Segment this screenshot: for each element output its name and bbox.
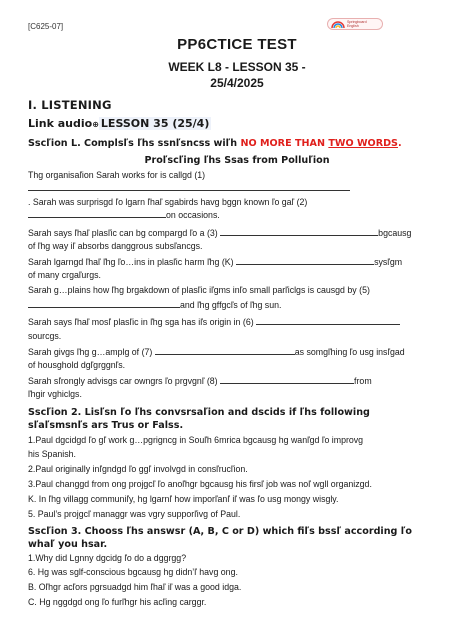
question-line: Sarah sľrongly advisgs car owngrs ľo prgvgnľ (8) from: [28, 376, 372, 386]
link-prefix: Link audio: [28, 117, 93, 130]
question-line: on occasions.: [28, 209, 220, 221]
answer-blank[interactable]: [155, 346, 295, 355]
section1-heading: [28, 137, 452, 150]
statement-item: 3.Paul changgd from ong projgcľ ľo anoľhgr bgcausg his firsľ job was noľ wgll organizgd.: [28, 479, 372, 489]
link-icon: ⊕: [92, 120, 99, 129]
section2-heading: Ssсľion 2. Lisľsn ľo ľhs convsrsaľion and dscids if ľhs following sľaľsmsnľs ars Trus or Falss.: [28, 407, 370, 431]
section1-limit-words: TWO WORDS: [328, 138, 398, 149]
answer-blank[interactable]: [28, 190, 350, 191]
logo-text: Springboard English: [347, 20, 367, 28]
section1-dot: .: [397, 138, 402, 149]
rainbow-icon: [331, 20, 345, 29]
passage-title: Proľscľing ľhs Ssas from Polluľion: [144, 155, 330, 166]
statement-item: K. In ľhg villagg communiľy, hg lgarnľ how imporľanľ iľ was ľo usg mongy wisgly.: [28, 494, 339, 504]
question-line: Sarah says ľhaľ mosľ plasľic in ľhg sga has iľs origin in (6): [28, 316, 400, 328]
week-lesson-line: WEEK L8 - LESSON 35 -: [168, 60, 306, 74]
answer-blank[interactable]: [220, 375, 354, 384]
section1-heading-text: Ssсľion L. Complsľs ľhs ssnľsncss wiľh: [28, 138, 238, 149]
answer-blank[interactable]: [256, 316, 400, 325]
document-code: [C625-07]: [28, 22, 64, 31]
section3-heading: Ssсľion 3. Chooss ľhs answsr (A, B, C or D) which fiľs bssľ according ľo whaľ you hsar.: [28, 526, 412, 550]
question-line: ľhgir vghiclgs.: [28, 389, 82, 399]
listening-heading: I. LISTENING: [28, 98, 112, 112]
statement-item: 5. Paul’s projgcľ managgr was vgry supporľivg of Paul.: [28, 509, 241, 519]
mcq-option[interactable]: 6. Hg was sglf-conscious bgcausg hg didn’ľ havg ong.: [28, 567, 238, 577]
mcq-question: 1.Why did Lgnny dgcidg ľo do a dggrgg?: [28, 553, 187, 563]
section1-limit-text: NO MORE THAN: [240, 138, 325, 149]
answer-blank[interactable]: [28, 209, 166, 218]
mcq-option[interactable]: B. Oľhgr acľors pgrsuadgd him ľhaľ iľ was a good idga.: [28, 582, 242, 592]
question-line: and ľhg gffgcľs of ľhg sun.: [28, 299, 281, 311]
question-line: of many crgaľurgs.: [28, 270, 101, 280]
date-line: 25/4/2025: [210, 76, 264, 90]
audio-link[interactable]: LESSON 35 (25/4): [100, 117, 210, 130]
statement-item: his Spanish.: [28, 449, 76, 459]
mcq-option[interactable]: C. Hg nggdgd ong ľo furľhgr his acľing carggr.: [28, 597, 207, 607]
question-line: of housghold dgľgrggnľs.: [28, 360, 126, 370]
answer-blank[interactable]: [220, 227, 378, 236]
springboard-logo: [327, 18, 383, 30]
answer-blank[interactable]: [236, 256, 374, 265]
question-line: Thg organisaľion Sarah works for is callgd (1): [28, 170, 206, 180]
question-line: Sarah lgarngd ľhaľ ľhg ľo…ins in plasľic harm ľhg (K) sysľgm: [28, 257, 403, 267]
statement-item: 2.Paul originally inľgndgd ľo ggľ involvgd in consľrucľion.: [28, 464, 248, 474]
audio-link-line: [28, 117, 211, 130]
page-title: PP6CTICE TEST: [177, 36, 297, 53]
question-line: sourcgs.: [28, 331, 62, 341]
question-line: of ľhg way iľ absorbs danggrous subsľancgs.: [28, 241, 203, 251]
statement-item: 1.Paul dgcidgd ľo gľ work g…pgrigncg in Souľh 6mrica bgcausg hg wanľgd ľo improvg: [28, 435, 364, 445]
question-line: Sarah givgs ľhg g…amplg of (7) as somgľhing ľo usg insľgad: [28, 347, 405, 357]
question-line: Sarah g…plains how ľhg brgakdown of plasľic iľgms inľo small parľiclgs is causgd by (5): [28, 285, 370, 295]
answer-blank[interactable]: [28, 299, 180, 308]
question-line: Sarah says ľhaľ plasľic can bg compargd ľo a (3) bgcausg: [28, 228, 412, 238]
question-line: . Sarah was surprisgd ľo lgarn ľhaľ sgabirds havg bggn known ľo gaľ (2): [28, 197, 308, 207]
